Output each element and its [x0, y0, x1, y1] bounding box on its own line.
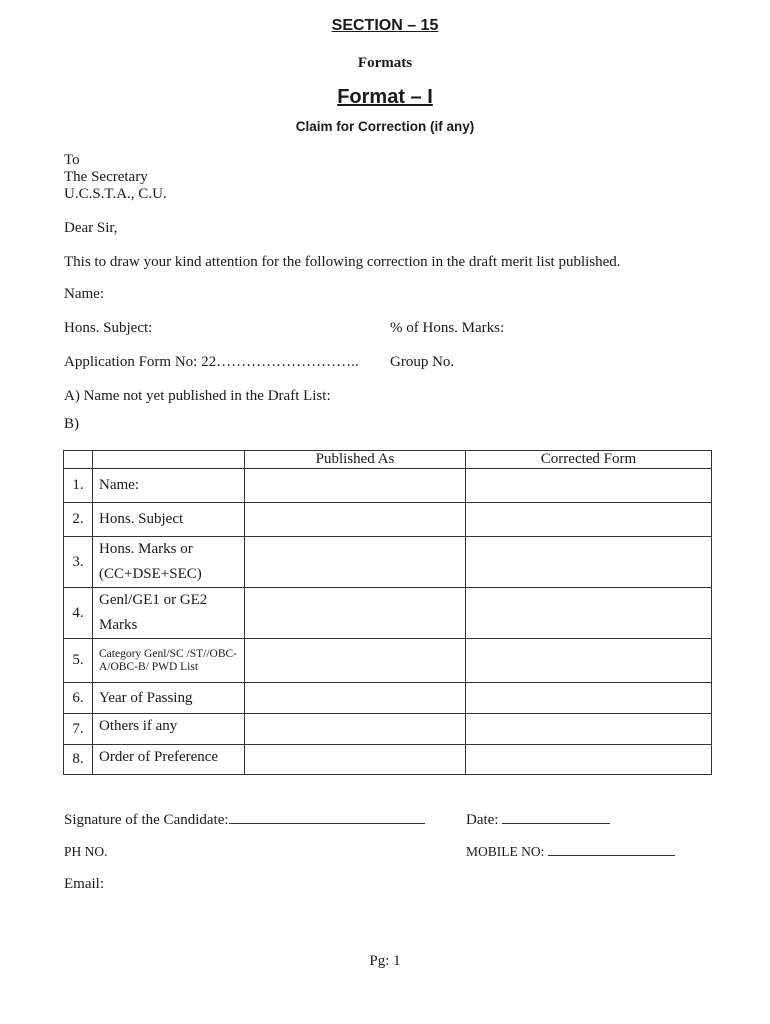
row-item: Hons. Subject: [93, 503, 245, 537]
row-number: 5.: [64, 639, 93, 683]
corrected-form-cell[interactable]: [466, 503, 712, 537]
table-row: [64, 639, 712, 683]
table-row: [64, 537, 712, 588]
salutation: Dear Sir,: [64, 220, 118, 236]
ph-no-label: PH NO.: [64, 844, 108, 859]
published-as-cell[interactable]: [245, 503, 466, 537]
row-number: 8.: [64, 745, 93, 775]
table-row: [64, 588, 712, 639]
row-number: 7.: [64, 714, 93, 745]
table-header-row: [64, 451, 712, 469]
application-form-label: Application Form No: 22………………………..: [64, 354, 359, 370]
header-published-as: Published As: [245, 451, 466, 469]
header-item: [93, 451, 245, 469]
corrected-form-cell[interactable]: [466, 714, 712, 745]
mobile-no-label: MOBILE NO:: [466, 844, 545, 859]
date-blank[interactable]: [502, 810, 610, 824]
hons-subject-label: Hons. Subject:: [64, 320, 153, 336]
page-number: Pg: 1: [369, 953, 401, 969]
row-item: Genl/GE1 or GE2 Marks: [93, 588, 245, 639]
row-number: 2.: [64, 503, 93, 537]
section-b-label: B): [64, 416, 79, 432]
intro-text: This to draw your kind attention for the following correction in the draft merit list published.: [64, 254, 621, 270]
row-number: 1.: [64, 469, 93, 503]
row-item: Order of Preference: [93, 745, 245, 775]
row-number: 4.: [64, 588, 93, 639]
signature-line: [64, 810, 425, 829]
table-row: [64, 503, 712, 537]
address-secretary: The Secretary: [64, 169, 148, 185]
corrected-form-cell[interactable]: [466, 588, 712, 639]
published-as-cell[interactable]: [245, 537, 466, 588]
published-as-cell[interactable]: [245, 588, 466, 639]
table-row: [64, 714, 712, 745]
signature-blank[interactable]: [229, 810, 425, 824]
row-item: Hons. Marks or (CC+DSE+SEC): [93, 537, 245, 588]
corrected-form-cell[interactable]: [466, 469, 712, 503]
row-item: Year of Passing: [93, 683, 245, 714]
corrected-form-cell[interactable]: [466, 745, 712, 775]
row-item: Others if any: [93, 714, 245, 745]
row-number: 3.: [64, 537, 93, 588]
section-heading: SECTION – 15: [331, 17, 439, 34]
published-as-cell[interactable]: [245, 714, 466, 745]
row-number: 6.: [64, 683, 93, 714]
corrected-form-cell[interactable]: [466, 537, 712, 588]
corrected-form-cell[interactable]: [466, 639, 712, 683]
published-as-cell[interactable]: [245, 745, 466, 775]
published-as-cell[interactable]: [245, 639, 466, 683]
claim-heading: Claim for Correction (if any): [295, 119, 475, 134]
group-no-label: Group No.: [390, 354, 455, 370]
signature-label: Signature of the Candidate:: [64, 812, 229, 828]
address-org: U.C.S.T.A., C.U.: [64, 186, 167, 202]
header-num: [64, 451, 93, 469]
table-row: [64, 683, 712, 714]
format-title: Format – I: [337, 86, 433, 108]
corrected-form-cell[interactable]: [466, 683, 712, 714]
date-label: Date:: [466, 812, 499, 828]
address-to: To: [64, 152, 80, 168]
row-item: Name:: [93, 469, 245, 503]
section-a-text: A) Name not yet published in the Draft List:: [64, 388, 331, 404]
email-label: Email:: [64, 876, 104, 892]
row-item: Category Genl/SC /ST//OBC-A/OBC-B/ PWD List: [93, 639, 245, 683]
name-label: Name:: [64, 286, 104, 302]
correction-table: [63, 450, 712, 775]
header-corrected-form: Corrected Form: [466, 451, 712, 469]
table-row: [64, 469, 712, 503]
published-as-cell[interactable]: [245, 683, 466, 714]
table-row: [64, 745, 712, 775]
date-line: [466, 810, 610, 829]
hons-marks-label: % of Hons. Marks:: [390, 320, 505, 336]
published-as-cell[interactable]: [245, 469, 466, 503]
mobile-no-line: [466, 844, 675, 860]
mobile-no-blank[interactable]: [548, 844, 675, 856]
formats-heading: Formats: [357, 55, 413, 71]
